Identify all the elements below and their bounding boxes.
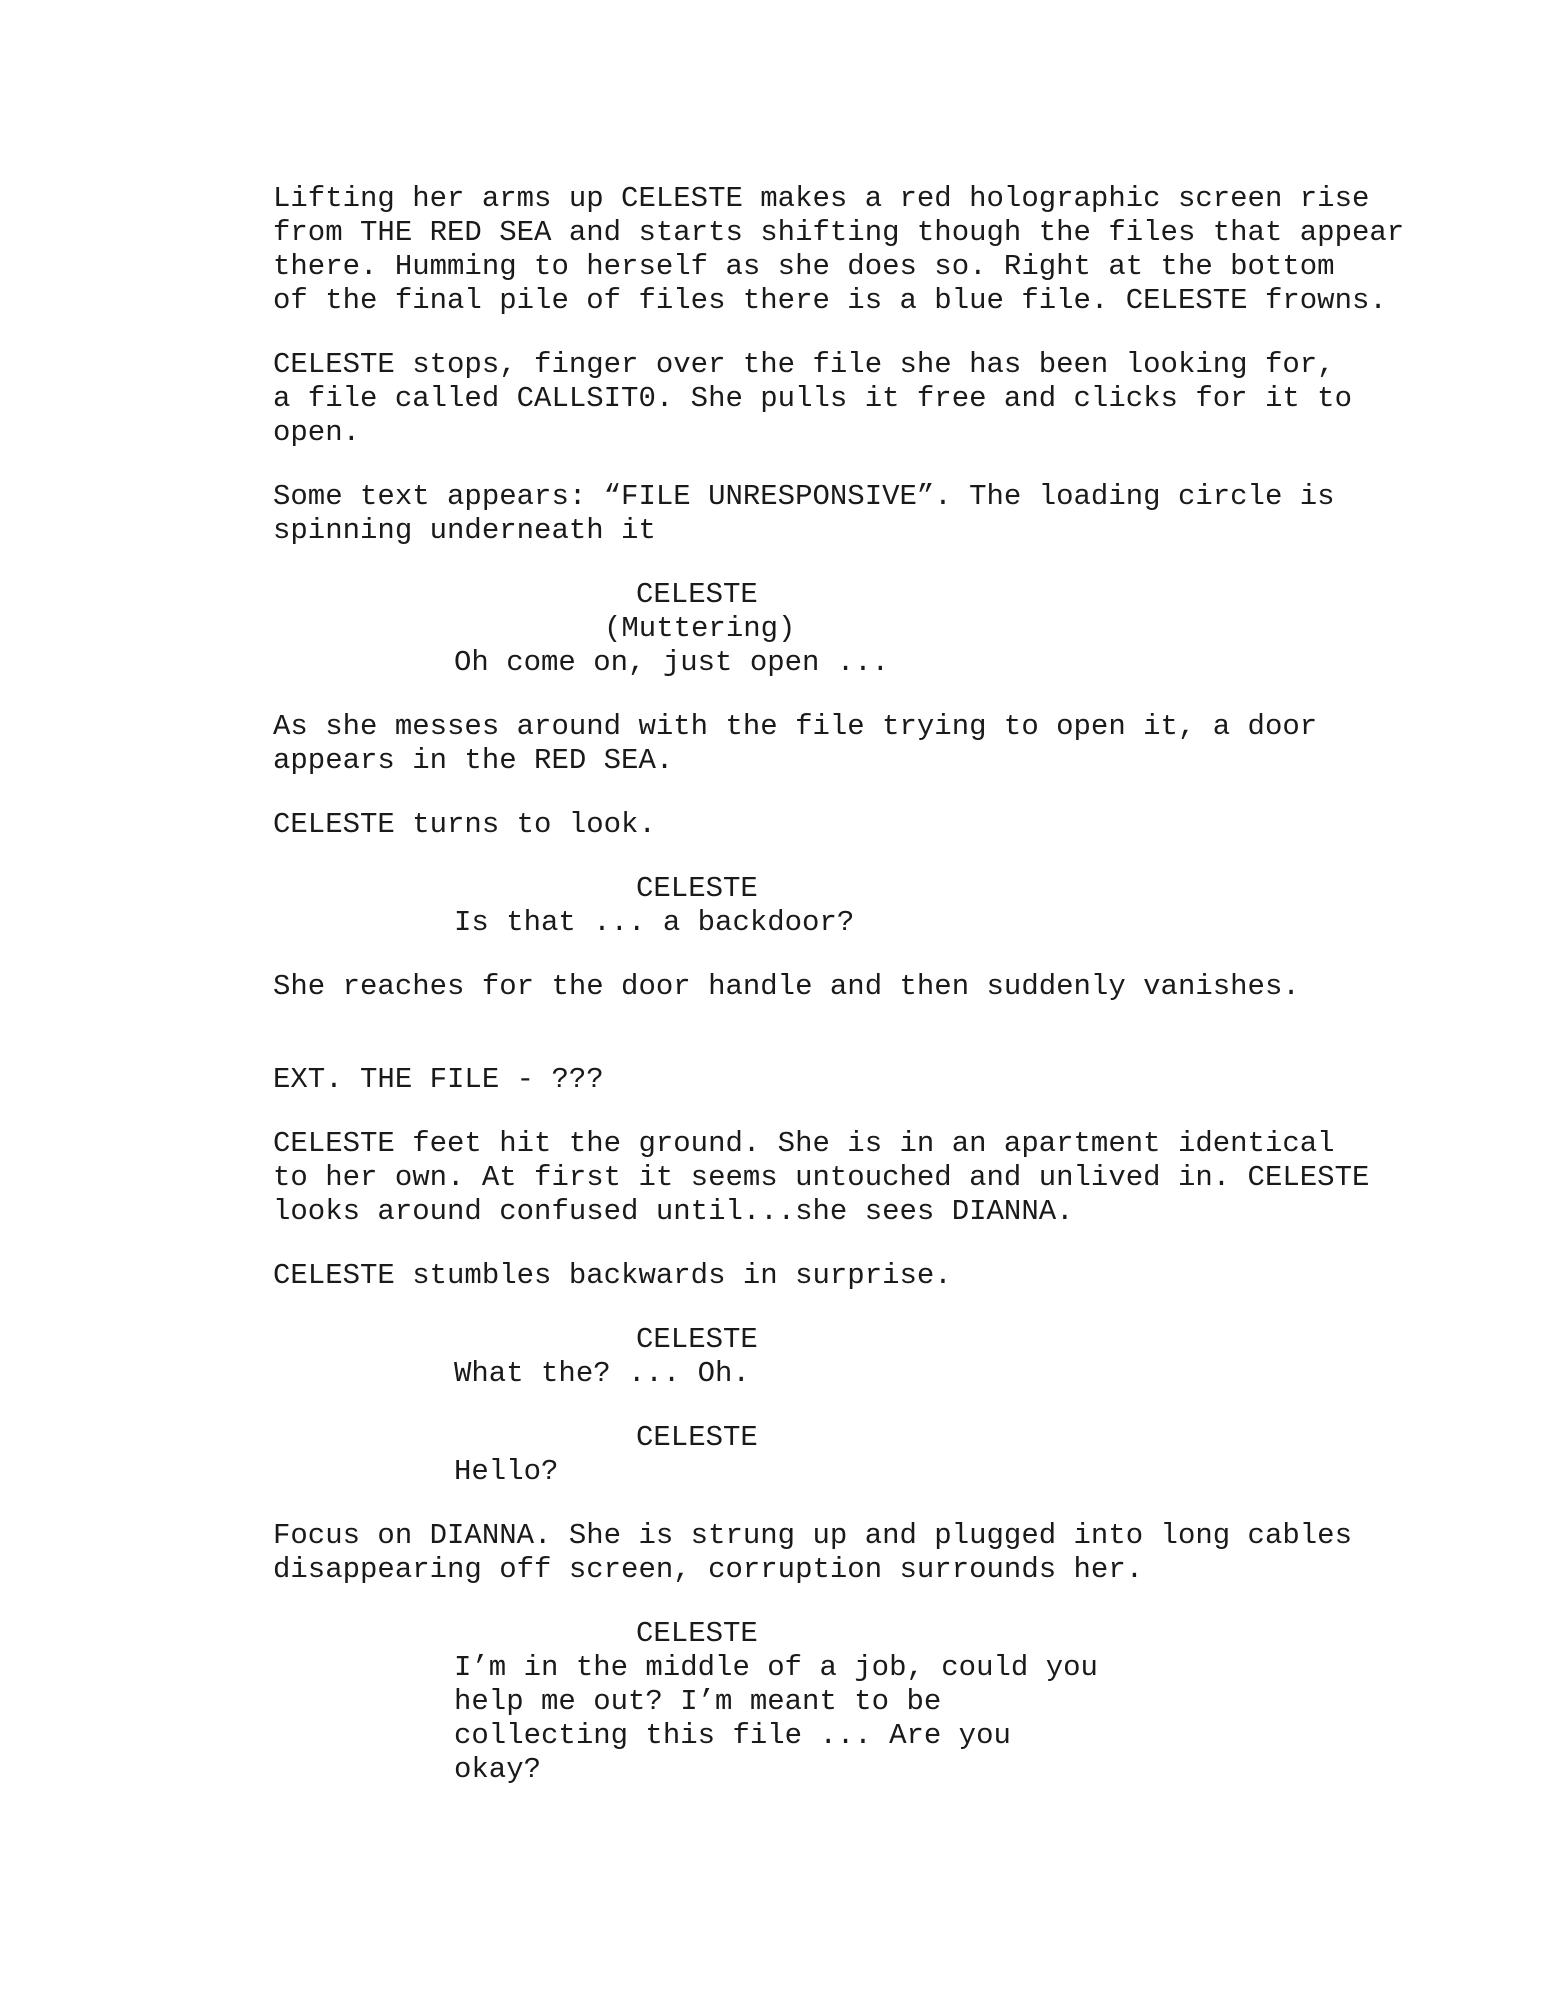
character-name: CELESTE xyxy=(636,578,758,611)
parenthetical: (Muttering) xyxy=(604,612,796,645)
action-line: a file called CALLSIT0. She pulls it free and clicks for it to xyxy=(273,382,1352,415)
action-line: to her own. At first it seems untouched and unlived in. CELESTE xyxy=(273,1161,1370,1194)
action-line: She reaches for the door handle and then suddenly vanishes. xyxy=(273,970,1300,1003)
action-line: CELESTE stops, finger over the file she has been looking for, xyxy=(273,348,1335,381)
character-name: CELESTE xyxy=(636,1421,758,1454)
scene-heading: EXT. THE FILE - ??? xyxy=(273,1063,604,1096)
character-name: CELESTE xyxy=(636,872,758,905)
dialogue-line: Is that ... a backdoor? xyxy=(454,906,855,939)
action-line: CELESTE turns to look. xyxy=(273,808,656,841)
action-line: CELESTE feet hit the ground. She is in an apartment identical xyxy=(273,1127,1335,1160)
dialogue-line: Oh come on, just open ... xyxy=(454,646,890,679)
dialogue-line: Hello? xyxy=(454,1455,559,1488)
action-line: Some text appears: “FILE UNRESPONSIVE”. The loading circle is xyxy=(273,480,1335,513)
dialogue-line: I’m in the middle of a job, could you xyxy=(454,1651,1098,1684)
action-line: looks around confused until...she sees DIANNA. xyxy=(273,1195,1074,1228)
dialogue-line: What the? ... Oh. xyxy=(454,1357,750,1390)
dialogue-line: help me out? I’m meant to be xyxy=(454,1685,942,1718)
action-line: there. Humming to herself as she does so. Right at the bottom xyxy=(273,250,1335,283)
action-line: Lifting her arms up CELESTE makes a red holographic screen rise xyxy=(273,182,1370,215)
action-line: open. xyxy=(273,416,361,449)
action-line: spinning underneath it xyxy=(273,514,656,547)
character-name: CELESTE xyxy=(636,1617,758,1650)
character-name: CELESTE xyxy=(636,1323,758,1356)
action-line: of the final pile of files there is a blue file. CELESTE frowns. xyxy=(273,284,1387,317)
action-line: from THE RED SEA and starts shifting though the files that appear xyxy=(273,216,1405,249)
action-line: As she messes around with the file trying to open it, a door xyxy=(273,710,1318,743)
action-line: Focus on DIANNA. She is strung up and plugged into long cables xyxy=(273,1519,1352,1552)
action-line: CELESTE stumbles backwards in surprise. xyxy=(273,1259,952,1292)
dialogue-line: okay? xyxy=(454,1753,542,1786)
action-line: disappearing off screen, corruption surrounds her. xyxy=(273,1553,1144,1586)
dialogue-line: collecting this file ... Are you xyxy=(454,1719,1011,1752)
action-line: appears in the RED SEA. xyxy=(273,744,674,777)
